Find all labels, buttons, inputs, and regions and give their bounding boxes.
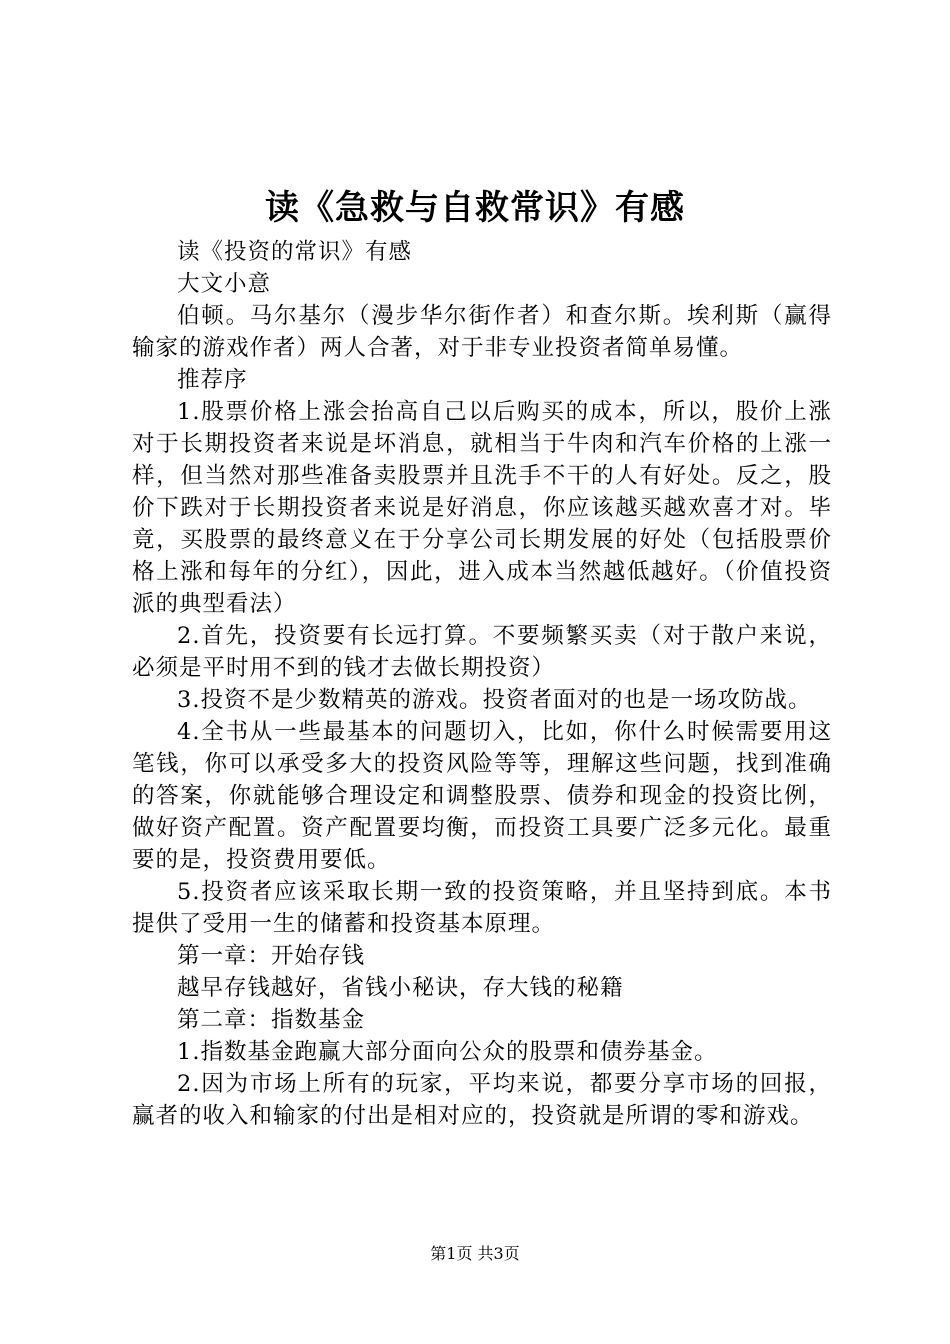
document-title: 读《急救与自救常识》有感 (265, 188, 685, 228)
chapter-heading: 第二章：指数基金 (177, 1007, 366, 1033)
paragraph: 5.投资者应该采取长期一致的投资策略，并且坚持到底。本书提供了受用一生的储蓄和投资基本原理。 (132, 879, 832, 937)
paragraph: 2.因为市场上所有的玩家，平均来说，都要分享市场的回报，赢者的收入和输家的付出是相对应的，投资就是所谓的零和游戏。 (132, 1071, 832, 1129)
paragraph: 读《投资的常识》有感 (177, 239, 413, 265)
paragraph: 1.指数基金跑赢大部分面向公众的股票和债券基金。 (177, 1039, 718, 1065)
paragraph: 1.股票价格上涨会抬高自己以后购买的成本，所以，股价上涨对于长期投资者来说是坏消息，就相当于牛肉和汽车价格的上涨一样，但当然对那些准备卖股票并且洗手不干的人有好处。反之，股价下跌对于长期投资者来说是好消息，你应该越买越欢喜才对。毕竟，买股票的最终意义在于分享公司长期发展的好处（包括股票价格上涨和每年的分红），因此，进入成本当然越低越好。（价值投资派的典型看法） (132, 399, 832, 617)
chapter-heading: 第一章：开始存钱 (177, 943, 366, 969)
page-number-footer: 第1页 共3页 (430, 1244, 520, 1263)
paragraph: 推荐序 (177, 367, 248, 393)
paragraph: 4.全书从一些最基本的问题切入，比如，你什么时候需要用这笔钱，你可以承受多大的投资风险等等，理解这些问题，找到准确的答案，你就能够合理设定和调整股票、债券和现金的投资比例，做好资产配置。资产配置要均衡，而投资工具要广泛多元化。最重要的是，投资费用要低。 (132, 719, 832, 873)
paragraph: 越早存钱越好，省钱小秘诀，存大钱的秘籍 (177, 975, 624, 1001)
paragraph: 大文小意 (177, 271, 272, 297)
paragraph: 2.首先，投资要有长远打算。不要频繁买卖（对于散户来说，必须是平时用不到的钱才去做长期投资） (132, 623, 832, 681)
paragraph: 3.投资不是少数精英的游戏。投资者面对的也是一场攻防战。 (177, 687, 812, 713)
paragraph: 伯顿。马尔基尔（漫步华尔街作者）和查尔斯。埃利斯（赢得输家的游戏作者）两人合著，对于非专业投资者简单易懂。 (132, 303, 832, 361)
document-body (132, 236, 832, 1132)
